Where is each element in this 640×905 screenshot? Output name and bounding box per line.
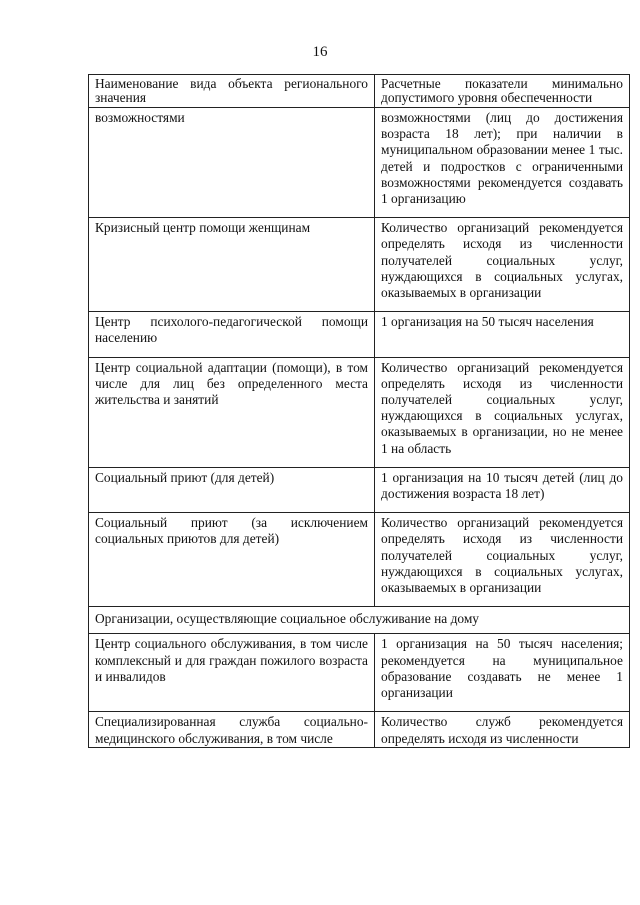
- row-value: 1 организация на 50 тысяч населения; рекомендуется на муниципальное образование создавать не менее 1 организации: [375, 634, 630, 712]
- header-object-type: Наименование вида объекта регионального значения: [89, 75, 375, 108]
- table-row: [89, 513, 630, 607]
- row-name: Центр психолого-педагогической помощи населению: [89, 312, 375, 357]
- table-row: [89, 218, 630, 312]
- row-value: 1 организация на 10 тысяч детей (лиц до достижения возраста 18 лет): [375, 467, 630, 512]
- standards-table: [88, 74, 630, 748]
- row-name: Кризисный центр помощи женщинам: [89, 218, 375, 312]
- row-value: Количество организаций рекомендуется определять исходя из численности получателей социальных услуг, нуждающихся в социальных услугах, оказываемых в организации, но не менее 1 на область: [375, 357, 630, 467]
- row-value: Количество организаций рекомендуется определять исходя из численности получателей социальных услуг, нуждающихся в социальных услугах, оказываемых в организации: [375, 218, 630, 312]
- row-value: 1 организация на 50 тысяч населения: [375, 312, 630, 357]
- row-name: Центр социальной адаптации (помощи), в том числе для лиц без определенного места жительства и занятий: [89, 357, 375, 467]
- row-name: Социальный приют (для детей): [89, 467, 375, 512]
- section-title: Организации, осуществляющие социальное обслуживание на дому: [89, 607, 630, 634]
- table-row: [89, 634, 630, 712]
- section-row: [89, 607, 630, 634]
- row-name: Центр социального обслуживания, в том числе комплексный и для граждан пожилого возраста и инвалидов: [89, 634, 375, 712]
- row-name: возможностями: [89, 108, 375, 218]
- row-name: Специализированная служба социально-медицинского обслуживания, в том числе: [89, 712, 375, 747]
- table-header-row: [89, 75, 630, 108]
- row-name: Социальный приют (за исключением социальных приютов для детей): [89, 513, 375, 607]
- row-value: возможностями (лиц до достижения возраста 18 лет); при наличии в муниципальном образовании менее 1 тыс. детей и подростков с ограниченными возможностями рекомендуется создавать 1 организацию: [375, 108, 630, 218]
- table-row: [89, 467, 630, 512]
- table-row: [89, 712, 630, 747]
- table-row: [89, 357, 630, 467]
- page-number: 16: [312, 44, 328, 60]
- table-row: [89, 312, 630, 357]
- row-value: Количество служб рекомендуется определять исходя из численности: [375, 712, 630, 747]
- row-value: Количество организаций рекомендуется определять исходя из численности получателей социальных услуг, нуждающихся в социальных услугах, оказываемых в организации: [375, 513, 630, 607]
- table-row: [89, 108, 630, 218]
- header-indicators: Расчетные показатели минимально допустимого уровня обеспеченности: [375, 75, 630, 108]
